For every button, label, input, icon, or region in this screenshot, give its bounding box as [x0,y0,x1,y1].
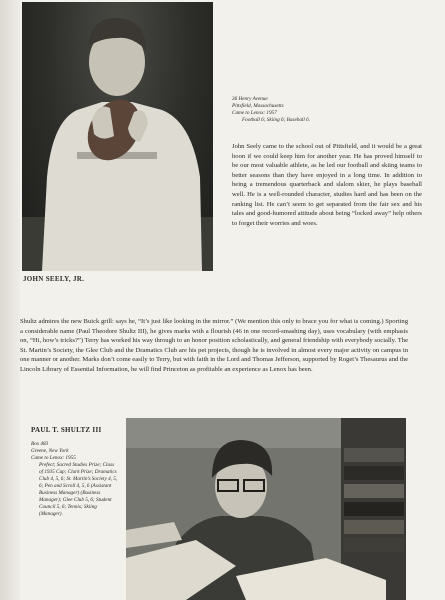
address-line: Greene, New York [31,448,69,454]
address-line: Pittsfield, Massachusetts [232,103,284,109]
came-to-lenox: Came to Lenox: 1955 [31,455,76,461]
bio-seely: John Seely came to the school out of Pittsfield, and it would be a great boon if we could keep him for another year. He has proved himself to be our most valuable athlete, as he led our football and skiing teams to better seasons than they have enjoyed in a long time. In addition to being a tremendous quarterback and slalom skier, he plays baseball well. He is a well-rounded character, studies hard and has been on the ranking list. He can’t seem to get separated from the fair sex and his tales and good-humored attitude about being “locked away” help others to forget their worries and woes. [232,143,422,227]
senior-info-seely [232,96,310,124]
senior-info-shultz [31,441,119,518]
activities: Prefect; Sacred Studies Prize; Class of 1935 Cup; Clark Prize; Dramatics Club 4, 5, 6; St. Martin’s Society 4, 5, 6; Pen and Scroll 4, 5, 6 (Assistant Business Manager) (Business Manager); Glee Club 5, 6; Student Council 5, 6; Tennis; Skiing (Manager). [39,462,118,517]
activities: Football 6; Skiing 6; Baseball 6. [242,117,311,123]
address-line: Box 483 [31,441,49,447]
senior-name-seely: JOHN SEELY, JR. [23,275,85,283]
bio-shultz: Shultz admires the new Buick grill: says he, “It’s just like looking in the mirror.” (We mention this only to brace you for what is coming.) Sporting a considerable name (Paul Theodore Shultz III), he gives marks with a flourish (46 in one record-smashing day), uses vocabulary (with emphasis on, “Hi, how’s tricks?”) Terry has worked his way through to an honor position scholastically, and general friendship with everybody socially. The St. Martin’s Society, the Glee Club and the Dramatics Club are his pet projects, though he is involved in almost every major activity on campus in one manner or another. Marks don’t come easily to Terry, but with faith in the Lord and Thomas Jefferson, supported by Roget’s Thesaurus and the Lincoln Library of Essential Information, he will find Princeton as profitable an experience as Lenox has been. [20,318,408,373]
page-spine-shadow [0,0,20,600]
senior-name-shultz: PAUL T. SHULTZ III [31,426,102,434]
address-line: 36 Henry Avenue [232,96,268,102]
senior-photo-seely [22,2,213,271]
came-to-lenox: Came to Lenox: 1957 [232,110,277,116]
senior-photo-shultz [126,418,406,600]
